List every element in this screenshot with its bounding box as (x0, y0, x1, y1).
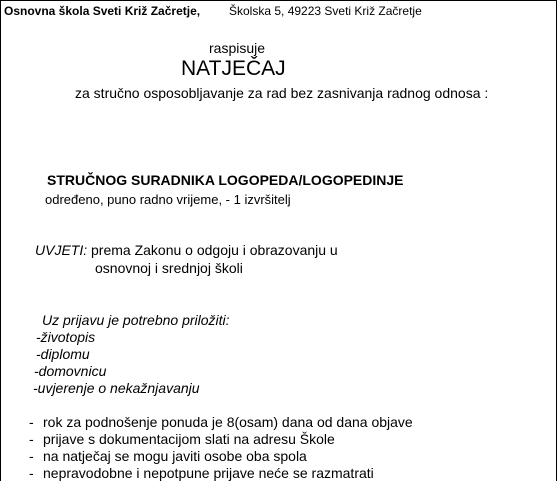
conditions-label: UVJETI: (35, 242, 88, 258)
school-name: Osnovna škola Sveti Križ Začretje, (4, 4, 201, 18)
attachment-item: -uvjerenje o nekažnjavanju (33, 380, 200, 396)
note-bullet: - (29, 448, 34, 464)
announces-text: raspisuje (209, 40, 266, 56)
conditions-line-1: prema Zakonu o odgoju i obrazovanju u (91, 242, 338, 258)
note-bullet: - (29, 414, 34, 430)
conditions-line-2: osnovnoj i srednjoj školi (95, 260, 243, 276)
note-item: rok za podnošenje ponuda je 8(osam) dana od dana objave (43, 414, 413, 430)
school-address: Školska 5, 49223 Sveti Križ Začretje (229, 4, 422, 18)
document-subtitle: za stručno osposobljavanje za rad bez zasnivanja radnog odnosa : (75, 85, 489, 101)
position-name: STRUČNOG SURADNIKA LOGOPEDA/LOGOPEDINJE (47, 172, 404, 188)
attachment-item: -životopis (36, 329, 96, 345)
document-title: NATJEČAJ (181, 57, 286, 80)
note-item: nepravodobne i nepotpune prijave neće se razmatrati (43, 465, 374, 481)
attachments-heading: Uz prijavu je potrebno priložiti: (42, 312, 230, 328)
position-details: određeno, puno radno vrijeme, - 1 izvršitelj (45, 192, 291, 207)
note-item: na natječaj se mogu javiti osobe oba spola (43, 448, 307, 464)
attachment-item: -diplomu (36, 346, 90, 362)
note-bullet: - (29, 465, 34, 481)
note-item: prijave s dokumentacijom slati na adresu Škole (43, 431, 335, 447)
attachment-item: -domovnicu (34, 363, 107, 379)
note-bullet: - (29, 431, 34, 447)
